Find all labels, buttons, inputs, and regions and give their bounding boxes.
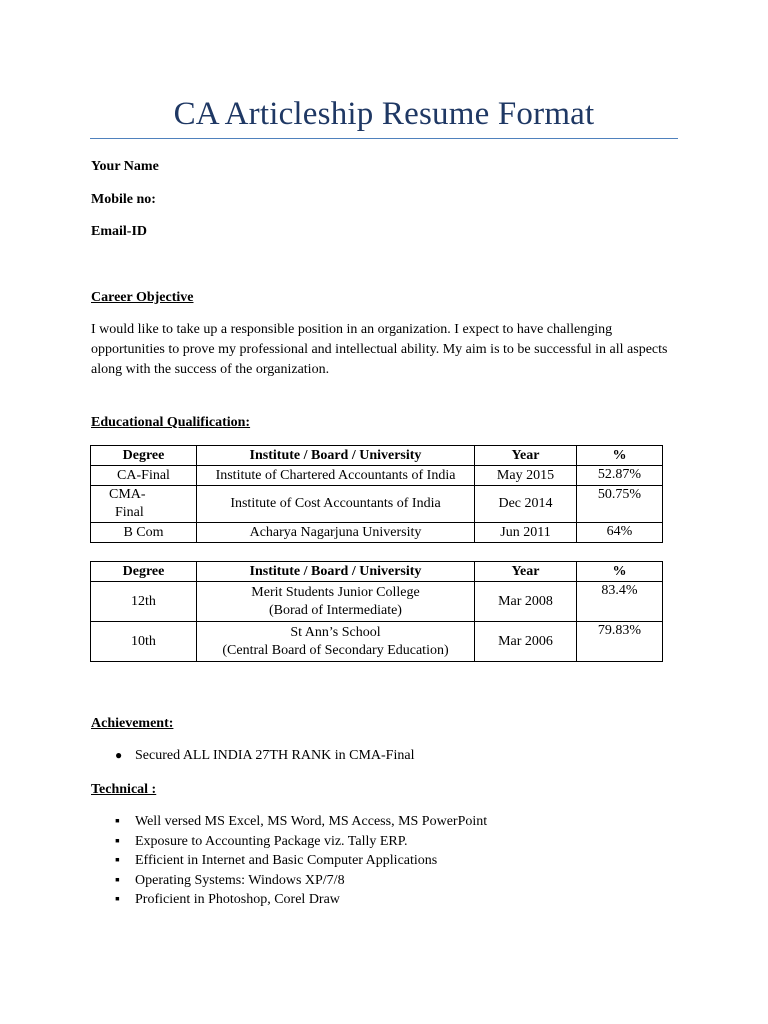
column-header-percent: % [577,446,663,466]
title-underline [90,138,678,139]
technical-item-text: Well versed MS Excel, MS Word, MS Access, MS PowerPoint [135,814,488,829]
education-heading: Educational Qualification: [91,415,251,430]
list-item [91,871,487,891]
name-field: Your Name [91,159,159,174]
technical-item-text: Efficient in Internet and Basic Computer Applications [135,853,438,869]
degree-line-1: CMA- [109,487,146,502]
list-item [91,832,487,852]
degree-cell: B Com [91,523,197,543]
institute-line-1: Merit Students Junior College [251,584,420,600]
percent-cell: 83.4% [577,582,663,622]
degree-cell: 12th [91,582,197,622]
bullet-icon: ● [115,748,123,762]
list-item [91,890,487,910]
column-header-year: Year [475,562,577,582]
percent-cell: 79.83% [577,622,663,662]
education-table-school [90,561,663,662]
institute-line-1: St Ann’s School [290,624,381,640]
year-cell: Dec 2014 [475,486,577,523]
list-item [91,851,487,871]
bullet-icon: ▪ [115,814,120,829]
achievement-list [91,746,414,766]
bullet-icon: ▪ [115,853,120,869]
institute-cell [197,582,475,622]
education-table-graduate [90,445,663,543]
mobile-field: Mobile no: [91,192,156,207]
achievement-heading: Achievement: [91,716,174,731]
table-row [91,466,663,486]
table-row [91,486,663,523]
technical-list [91,812,487,910]
degree-cell: 10th [91,622,197,662]
column-header-institute: Institute / Board / University [197,446,475,466]
column-header-year: Year [475,446,577,466]
technical-item-text: Exposure to Accounting Package viz. Tally ERP. [135,833,408,849]
bullet-icon: ▪ [115,833,120,849]
institute-line-2: (Borad of Intermediate) [269,602,402,618]
career-objective-heading: Career Objective [91,290,194,305]
institute-cell: Acharya Nagarjuna University [197,523,475,543]
institute-cell: Institute of Chartered Accountants of India [197,466,475,486]
degree-cell: CA-Final [91,466,197,486]
bullet-icon: ▪ [115,892,120,908]
table-row [91,622,663,662]
percent-cell: 64% [577,523,663,543]
institute-line-2: (Central Board of Secondary Education) [222,642,449,658]
table-header-row [91,562,663,582]
year-cell: Mar 2008 [475,582,577,622]
document-title: CA Articleship Resume Format [173,96,595,132]
table-header-row [91,446,663,466]
career-objective-text: I would like to take up a responsible position in an organization. I expect to have challenging opportunities to prove my professional and intellectual ability. My aim is to be successful in all aspects along with the success of the organization. [91,322,668,377]
institute-cell [197,622,475,662]
degree-line-2: Final [115,505,144,520]
degree-cell [91,486,197,523]
year-cell: Mar 2006 [475,622,577,662]
institute-cell: Institute of Cost Accountants of India [197,486,475,523]
technical-heading: Technical : [91,782,157,797]
achievement-text: Secured ALL INDIA 27TH RANK in CMA-Final [135,748,415,763]
technical-item-text: Proficient in Photoshop, Corel Draw [135,892,340,908]
percent-cell: 52.87% [577,466,663,486]
column-header-degree: Degree [91,446,197,466]
column-header-institute: Institute / Board / University [197,562,475,582]
list-item [91,746,414,766]
table-row [91,523,663,543]
bullet-icon: ▪ [115,872,120,888]
percent-cell: 50.75% [577,486,663,523]
email-field: Email-ID [91,224,147,239]
list-item [91,812,487,832]
column-header-percent: % [577,562,663,582]
year-cell: May 2015 [475,466,577,486]
year-cell: Jun 2011 [475,523,577,543]
table-row [91,582,663,622]
technical-item-text: Operating Systems: Windows XP/7/8 [135,872,345,888]
column-header-degree: Degree [91,562,197,582]
